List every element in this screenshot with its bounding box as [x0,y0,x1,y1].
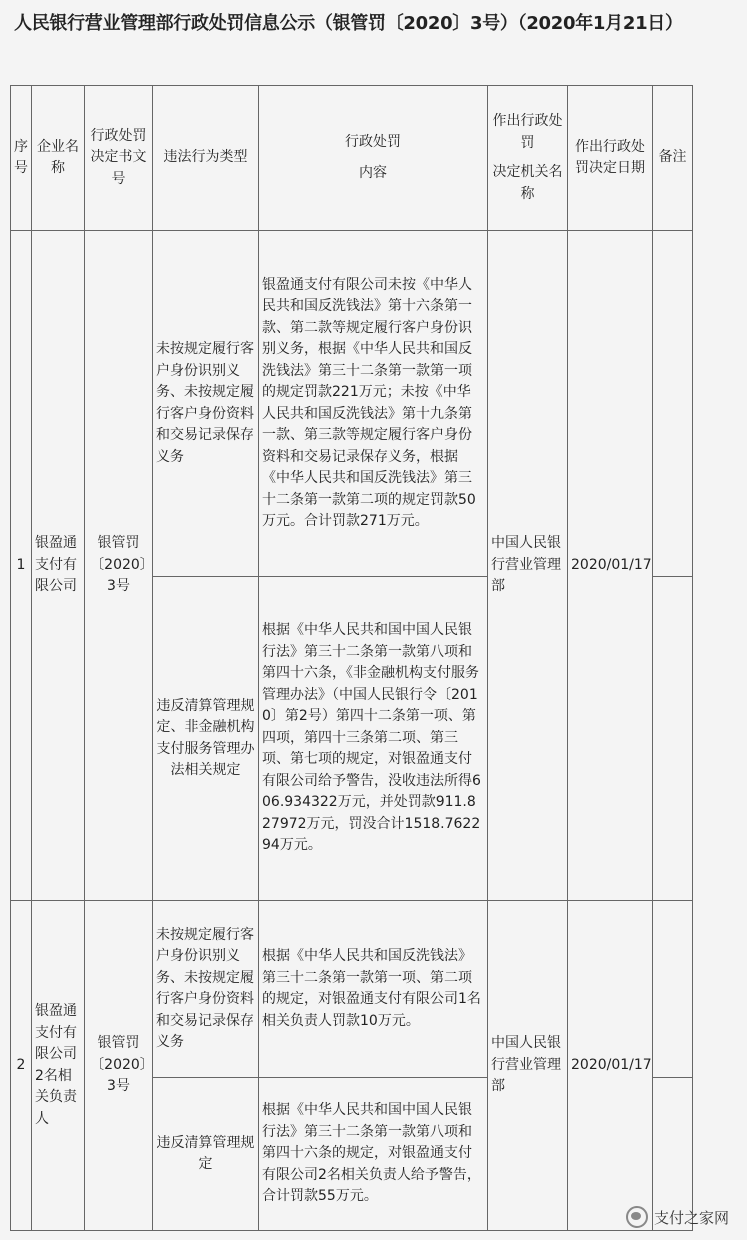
header-remark: 备注 [653,86,693,231]
header-authority: 作出行政处 罚 决定机关名 称 [488,86,568,231]
cell-authority: 中国人民银行营业管理部 [488,901,568,1231]
cell-violation: 未按规定履行客户身份识别义务、未按规定履行客户身份资料和交易记录保存义务 [153,231,259,577]
header-content: 行政处罚 内容 [259,86,488,231]
cell-remark [653,231,693,577]
table-row [11,231,693,577]
cell-date: 2020/01/17 [568,901,653,1231]
cell-violation: 违反清算管理规定 [153,1078,259,1231]
cell-content: 根据《中华人民共和国中国人民银行法》第三十二条第一款第八项和第四十六条，《非金融机构支付服务管理办法》（中国人民银行令〔2010〕第2号）第四十二条第一项、第四项，第四十三条第二项、第三项、第七项的规定，对银盈通支付有限公司给予警告，没收违法所得606.934322万元，并处罚款911.827972万元，罚没合计1518.762294万元。 [259,577,488,901]
cell-date: 2020/01/17 [568,231,653,901]
cell-violation: 违反清算管理规定、非金融机构支付服务管理办法相关规定 [153,577,259,901]
header-company: 企业名 称 [32,86,85,231]
cell-content: 根据《中华人民共和国反洗钱法》第三十二条第一款第一项、第二项的规定，对银盈通支付有限公司1名相关负责人罚款10万元。 [259,901,488,1078]
cell-company: 银盈通支付有限公司2名相关负责人 [32,901,85,1231]
penalty-table [10,85,693,1231]
header-date: 作出行政处 罚决定日期 [568,86,653,231]
cell-content: 根据《中华人民共和国中国人民银行法》第三十二条第一款第八项和第四十六条的规定，对银盈通支付有限公司2名相关负责人给予警告，合计罚款55万元。 [259,1078,488,1231]
cell-remark [653,577,693,901]
watermark [626,1206,729,1228]
cell-remark [653,901,693,1078]
table-row [11,901,693,1078]
wechat-icon [626,1206,648,1228]
cell-content: 银盈通支付有限公司未按《中华人民共和国反洗钱法》第十六条第一款、第二款等规定履行客户身份识别义务，根据《中华人民共和国反洗钱法》第三十二条第一款第一项的规定罚款221万元；未按《中华人民共和国反洗钱法》第十九条第一款、第三款等规定履行客户身份资料和交易记录保存义务，根据《中华人民共和国反洗钱法》第三十二条第一款第二项的规定罚款50万元。合计罚款271万元。 [259,231,488,577]
cell-doc-no: 银管罚〔2020〕3号 [85,231,153,901]
cell-company: 银盈通支付有限公司 [32,231,85,901]
header-violation: 违法行为类型 [153,86,259,231]
cell-seq: 2 [11,901,32,1231]
watermark-text: 支付之家网 [653,1208,729,1227]
header-doc-no: 行政处罚 决定书文 号 [85,86,153,231]
header-seq: 序 号 [11,86,32,231]
page-title: 人民银行营业管理部行政处罚信息公示（银管罚〔2020〕3号）（2020年1月21日） [14,13,683,34]
cell-authority: 中国人民银行营业管理部 [488,231,568,901]
cell-violation: 未按规定履行客户身份识别义务、未按规定履行客户身份资料和交易记录保存义务 [153,901,259,1078]
cell-doc-no: 银管罚〔2020〕3号 [85,901,153,1231]
cell-seq: 1 [11,231,32,901]
header-row [11,86,693,231]
